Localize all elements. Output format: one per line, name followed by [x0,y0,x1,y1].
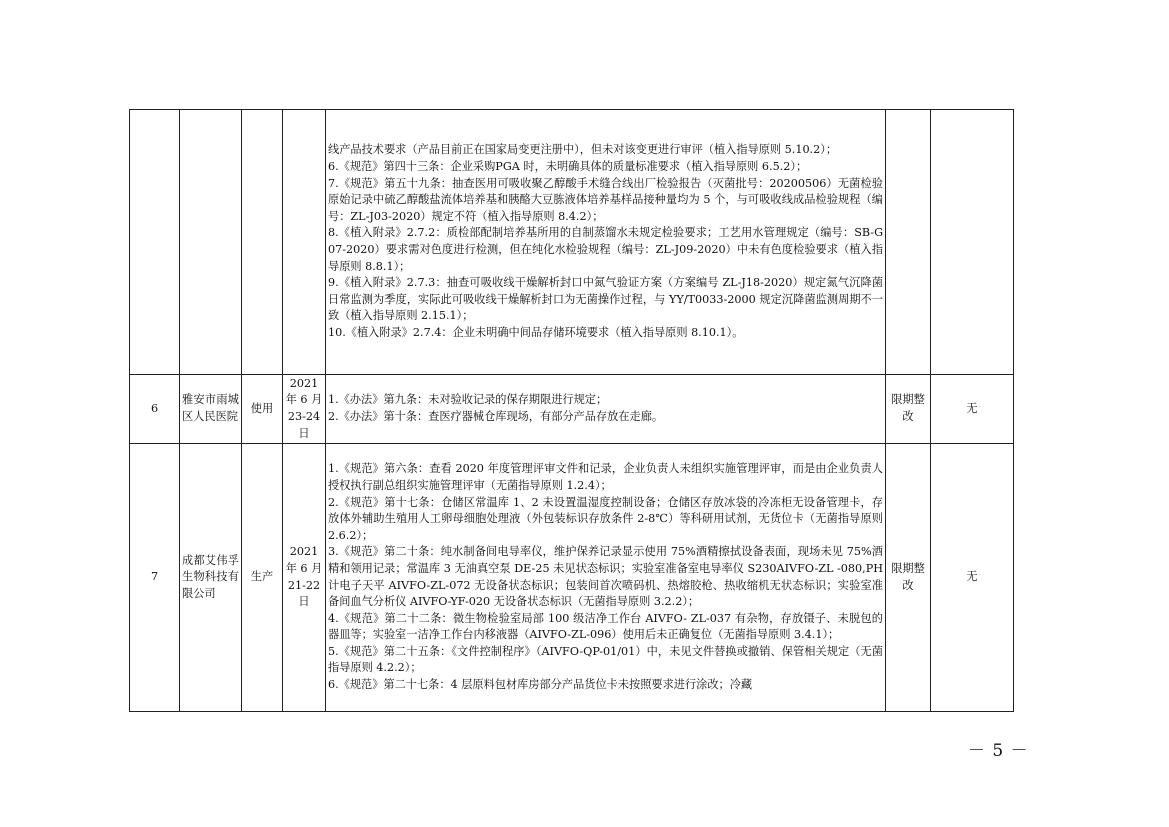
issue-item: 线产品技术要求（产品目前正在国家局变更注册中），但未对该变更进行审评（植入指导原则 5.10.2）； [328,143,838,157]
issue-item: 9.《植入附录》2.7.3：抽查可吸收线干燥解析封口中氮气验证方案（方案编号 ZL-J18-2020）规定氮气沉降菌日常监测为季度，实际此可吸收线干燥解析封口为无菌操作过程，与 YY/T0033-2000 规定沉降菌监测周期不一致（植入指导原则 2.15.1）； [328,276,883,323]
issue-item: 5.《规范》第二十五条：《文件控制程序》（AIVFO-QP-01/01）中，未见文件替换或撤销、保管相关规定（无菌指导原则 4.2.2）； [328,644,883,675]
row-number-cell: 6 [130,375,180,444]
other-cell [931,110,1014,375]
category-cell: 使用 [242,375,283,444]
issue-item: 1.《规范》第六条：查看 2020 年度管理评审文件和记录，企业负责人未组织实施管理评审，而是由企业负责人授权执行副总组织实施管理评审（无菌指导原则 1.2.4）； [328,462,883,492]
company-name-cell: 成都艾伟孚生物科技有限公司 [180,444,242,712]
inspection-table [129,109,1014,712]
other-cell: 无 [931,375,1014,444]
row-number-cell: 7 [130,444,180,712]
issue-item: 4.《规范》第二十二条：微生物检验室局部 100 级洁净工作台 AIVFO- ZL-037 有杂物，存放镊子、未脱包的器皿等；实验室一洁净工作台内移液器（AIVFO-ZL-096）使用后未正确复位（无菌指导原则 3.4.1）； [328,611,883,642]
action-cell [886,110,931,375]
category-cell [242,110,283,375]
page-number: － 5 － [968,741,1029,761]
table-row [130,375,1014,444]
issue-item: 3.《规范》第二十条：纯水制备间电导率仪，维护保养记录显示使用 75%酒精擦拭设备表面，现场未见 75%酒精和领用记录；常温库 3 无油真空泵 DE-25 未见状态标识；实验室准备室电导率仪 S230AIVFO-ZL -080,PH 计电子天平 AIVFO-ZL-072 无设备状态标识；包装间首次喷码机、热熔胶枪、热收缩机无状态标识；实验室准备间血气分析仪 AIVFO-YF-020 无设备状态标识（无菌指导原则 3.2.2）； [328,545,883,609]
inspection-date-cell: 2021 年 6 月 23-24 日 [283,375,326,444]
category-cell: 生产 [242,444,283,712]
company-name-cell: 雅安市雨城区人民医院 [180,375,242,444]
issue-item: 2.《规范》第十七条：仓储区常温库 1、2 未设置温湿度控制设备；仓储区存放冰袋的冷冻柜无设备管理卡，存放体外辅助生殖用人工卵母细胞处理液（外包装标识存放条件 2-8℃）等科研用试剂，无货位卡（无菌指导原则 2.6.2）； [328,495,883,542]
issue-item: 2.《办法》第十条：查医疗器械仓库现场，有部分产品存放在走廊。 [328,410,664,423]
issue-item: 10.《植入附录》2.7.4：企业未明确中间品存储环境要求（植入指导原则 8.10.1）。 [328,325,744,339]
issue-item: 8.《植入附录》2.7.2：质检部配制培养基所用的自制蒸馏水未规定检验要求；工艺用水管理规定（编号：SB-G07-2020）要求需对色度进行检测，但在纯化水检验规程（编号：ZL-J09-2020）中未有色度检验要求（植入指导原则 8.8.1）； [328,226,883,273]
inspection-date-cell: 2021 年 6 月 21-22 日 [283,444,326,712]
company-name-cell [180,110,242,375]
row-number-cell [130,110,180,375]
table-row [130,110,1014,375]
issue-item: 6.《规范》第四十三条：企业采购PGA 时，未明确具体的质量标准要求（植入指导原则 6.5.2）； [328,160,808,174]
issues-cell [326,375,886,444]
issue-item: 6.《规范》第二十七条：4 层原料包材库房部分产品货位卡未按照要求进行涂改；冷藏 [328,678,753,692]
action-cell: 限期整改 [886,375,931,444]
issues-cell [326,444,886,712]
issue-item: 7.《规范》第五十九条：抽查医用可吸收聚乙醇酸手术缝合线出厂检验报告（灭菌批号：20200506）无菌检验原始记录中硫乙醇酸盐流体培养基和胰酪大豆胨液体培养基样品接种量均为 5 个，与可吸收线成品检验规程（编号：ZL-J03-2020）规定不符（植入指导原则 8.4.2）； [328,176,883,223]
inspection-date-cell [283,110,326,375]
table-row [130,444,1014,712]
action-cell: 限期整改 [886,444,931,712]
issues-cell [326,110,886,375]
other-cell: 无 [931,444,1014,712]
issue-item: 1.《办法》第九条：未对验收记录的保存期限进行规定； [328,393,608,407]
